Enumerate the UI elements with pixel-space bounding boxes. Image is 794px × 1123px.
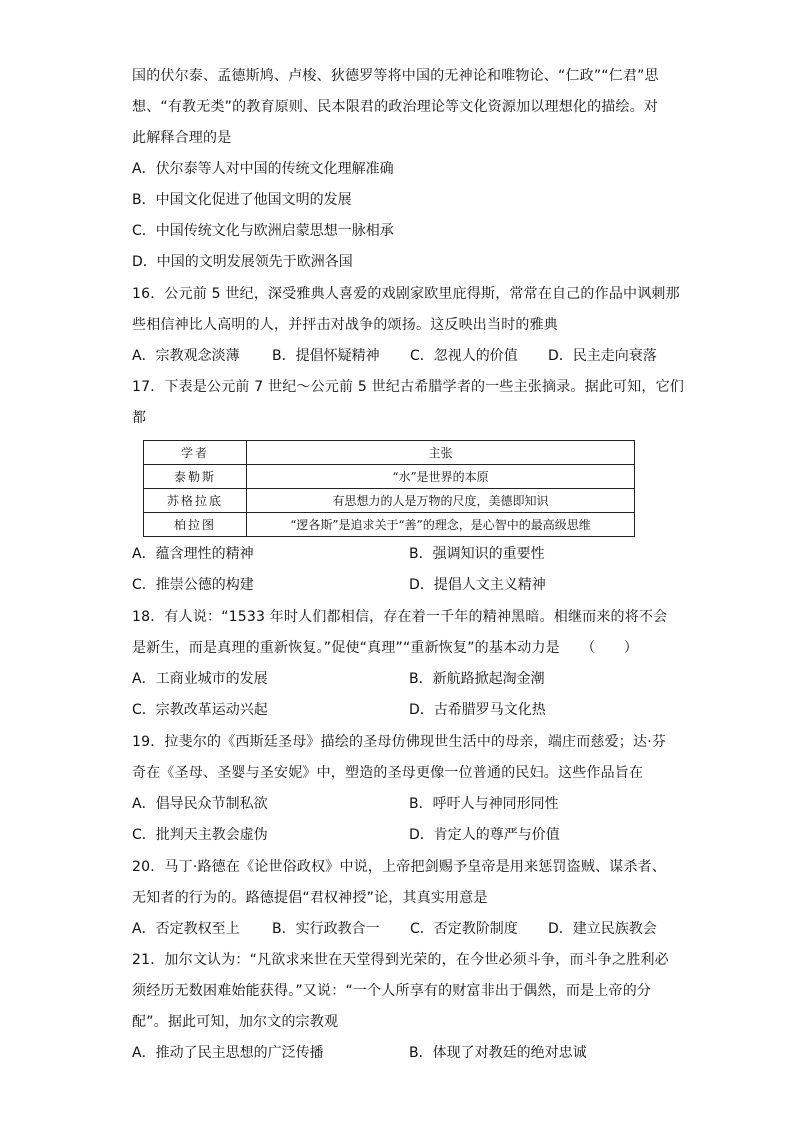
scholars-table (143, 440, 635, 537)
table-cell-claim: “逻各斯”是追求关于“善”的理念，是心智中的最高级思维 (247, 513, 635, 537)
table-cell-scholar: 柏拉图 (144, 513, 247, 537)
q15-option-c: C．中国传统文化与欧洲启蒙思想一脉相承 (132, 223, 394, 239)
question-15-text-line-3: 此解释合理的是 (132, 130, 232, 146)
q21-option-b: B．体现了对教廷的绝对忠诚 (409, 1045, 587, 1061)
q15-option-a: A．伏尔泰等人对中国的传统文化理解准确 (132, 161, 394, 177)
question-16-text-line-1: 16．公元前 5 世纪，深受雅典人喜爱的戏剧家欧里庇得斯，常常在自己的作品中讽刺那 (132, 286, 680, 302)
question-18-text-line-2: 是新生，而是真理的重新恢复。”促使“真理”“重新恢复”的基本动力是 （ ） (132, 640, 639, 656)
question-20-text-line-2: 无知者的行为的。路德提倡“君权神授”论，其真实用意是 (132, 890, 488, 906)
table-row (144, 489, 635, 513)
question-17-text-line-1: 17．下表是公元前 7 世纪～公元前 5 世纪古希腊学者的一些主张摘录。据此可知，它们 (132, 379, 685, 395)
q19-option-c: C．批判天主教会虚伪 (132, 827, 268, 843)
question-19-text-line-1: 19．拉斐尔的《西斯廷圣母》描绘的圣母仿佛现世生活中的母亲，端庄而慈爱；达·芬 (132, 734, 667, 750)
q17-option-c: C．推崇公德的构建 (132, 577, 254, 593)
q15-option-d: D．中国的文明发展领先于欧洲各国 (132, 254, 353, 270)
table-header-claim: 主张 (247, 441, 635, 465)
q18-option-b: B．新航路掀起淘金潮 (409, 671, 545, 687)
question-16-text-line-2: 些相信神比人高明的人，并抨击对战争的颂扬。这反映出当时的雅典 (132, 317, 558, 333)
table-cell-claim: “水”是世界的本原 (247, 465, 635, 489)
q20-option-b: B．实行政教合一 (272, 921, 380, 937)
q16-option-c: C．忽视人的价值 (410, 348, 518, 364)
q20-option-c: C．否定教阶制度 (410, 921, 518, 937)
q20-option-d: D．建立民族教会 (548, 921, 657, 937)
q21-option-a: A．推动了民主思想的广泛传播 (132, 1045, 324, 1061)
q19-option-a: A．倡导民众节制私欲 (132, 796, 268, 812)
question-21-text-line-3: 配”。据此可知，加尔文的宗教观 (132, 1014, 339, 1030)
question-19-text-line-2: 奇在《圣母、圣婴与圣安妮》中，塑造的圣母更像一位普通的民妇。这些作品旨在 (132, 765, 644, 781)
table-cell-scholar: 泰勒斯 (144, 465, 247, 489)
question-21-text-line-2: 须经历无数困难始能获得。”又说：“一个人所享有的财富非出于偶然，而是上帝的分 (132, 983, 652, 999)
q16-option-b: B．提倡怀疑精神 (272, 348, 380, 364)
q19-option-d: D．肯定人的尊严与价值 (409, 827, 560, 843)
q16-option-a: A．宗教观念淡薄 (132, 348, 240, 364)
q18-option-d: D．古希腊罗马文化热 (409, 702, 546, 718)
q20-option-a: A．否定教权至上 (132, 921, 240, 937)
question-21-text-line-1: 21．加尔文认为：“凡欲求来世在天堂得到光荣的，在今世必须斗争，而斗争之胜利必 (132, 952, 669, 968)
q17-option-a: A．蕴含理性的精神 (132, 546, 254, 562)
table-header-scholar: 学者 (144, 441, 247, 465)
q17-option-d: D．提倡人文主义精神 (409, 577, 546, 593)
q16-option-d: D．民主走向衰落 (548, 348, 657, 364)
q15-option-b: B．中国文化促进了他国文明的发展 (132, 192, 352, 208)
question-15-text-line-1: 国的伏尔泰、孟德斯鸠、卢梭、狄德罗等将中国的无神论和唯物论、“仁政”“仁君”思 (132, 68, 659, 84)
question-17-text-line-2: 都 (132, 410, 147, 426)
q18-option-a: A．工商业城市的发展 (132, 671, 268, 687)
table-header-row (144, 441, 635, 465)
question-20-text-line-1: 20．马丁·路德在《论世俗政权》中说，上帝把剑赐予皇帝是用来惩罚盗贼、谋杀者、 (132, 859, 667, 875)
table-row (144, 513, 635, 537)
question-15-text-line-2: 想、“有教无类”的教育原则、民本限君的政治理论等文化资源加以理想化的描绘。对 (132, 99, 659, 115)
q19-option-b: B．呼吁人与神同形同性 (409, 796, 559, 812)
question-18-text-line-1: 18．有人说：“1533 年时人们都相信，存在着一千年的精神黑暗。相继而来的将不会 (132, 609, 668, 625)
table-row (144, 465, 635, 489)
table-cell-claim: 有思想力的人是万物的尺度，美德即知识 (247, 489, 635, 513)
q18-option-c: C．宗教改革运动兴起 (132, 702, 268, 718)
q17-option-b: B．强调知识的重要性 (409, 546, 545, 562)
table-cell-scholar: 苏格拉底 (144, 489, 247, 513)
